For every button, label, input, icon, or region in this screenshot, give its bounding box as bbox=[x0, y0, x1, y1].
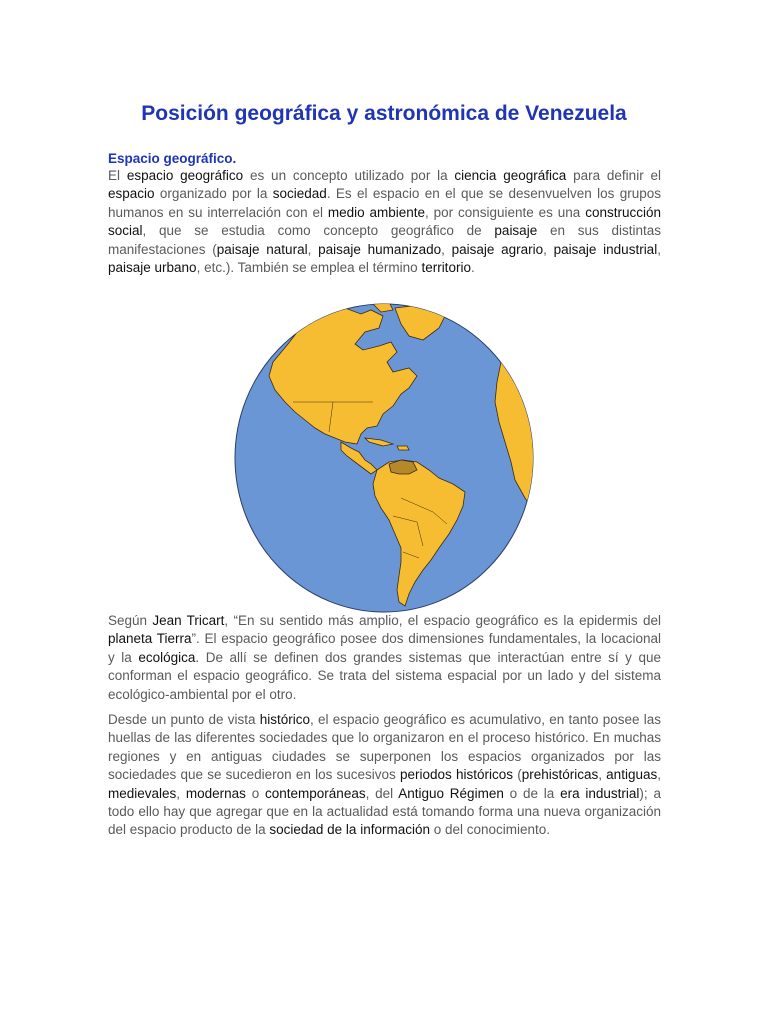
inline-link[interactable]: espacio geográfico bbox=[126, 168, 244, 183]
inline-link[interactable]: espacio bbox=[108, 186, 155, 202]
inline-link[interactable]: Jean Tricart bbox=[152, 613, 225, 628]
inline-link[interactable]: sociedad de la información bbox=[269, 822, 430, 838]
paragraph-1 bbox=[108, 167, 661, 277]
inline-link[interactable]: periodos históricos bbox=[400, 767, 513, 783]
text-run: para definir el bbox=[566, 168, 661, 183]
text-run: , “En su sentido más amplio, el espacio geográfico es la epidermis del bbox=[224, 613, 661, 628]
text-run: , por consiguiente es una bbox=[425, 204, 586, 220]
inline-link[interactable]: medio ambiente bbox=[327, 204, 425, 220]
inline-link[interactable]: paisaje agrario bbox=[451, 241, 544, 257]
text-run: o bbox=[245, 785, 266, 801]
text-run: , bbox=[176, 785, 186, 801]
paragraph-2 bbox=[108, 612, 661, 704]
text-run: El bbox=[108, 168, 127, 183]
text-run: en sus distintas manifestaciones ( bbox=[108, 223, 661, 257]
text-run: , bbox=[307, 241, 319, 257]
text-run: , bbox=[543, 241, 554, 257]
inline-link[interactable]: ecológica bbox=[138, 649, 196, 665]
text-run: , que se estudia como concepto geográfico de bbox=[142, 223, 495, 239]
inline-link[interactable]: histórico bbox=[259, 712, 311, 727]
text-run: , bbox=[441, 241, 452, 257]
inline-link[interactable]: paisaje industrial bbox=[553, 241, 658, 257]
text-run: , bbox=[657, 241, 661, 257]
text-run: o de la bbox=[503, 785, 561, 801]
text-run: ( bbox=[513, 767, 522, 783]
text-run: ”. El espacio geográfico posee dos dimensiones fundamentales, la locacional y la bbox=[108, 631, 661, 665]
text-run: , el espacio geográfico es acumulativo, en tanto posee las huellas de las diferentes sociedades que lo organizaron en el proceso histórico. En muchas regiones y en antiguas ciudades se superponen los espacios organizados por las sociedades que se sucedieron en los sucesivos bbox=[108, 712, 661, 783]
inline-link[interactable]: sociedad bbox=[272, 186, 327, 202]
inline-link[interactable]: medievales bbox=[108, 785, 177, 801]
inline-link[interactable]: territorio bbox=[421, 260, 471, 276]
inline-link[interactable]: contemporáneas bbox=[265, 785, 366, 801]
inline-link[interactable]: paisaje urbano bbox=[108, 260, 197, 276]
text-run: organizado por la bbox=[154, 186, 273, 202]
text-run: . De allí se definen dos grandes sistemas que interactúan entre sí y que conforman el espacio geográfico. Se trata del sistema espacial por un lado y del sistema ecológico-ambiental por el otro. bbox=[108, 649, 661, 702]
inline-link[interactable]: prehistóricas bbox=[521, 767, 599, 783]
text-run: . bbox=[470, 260, 475, 276]
inline-link[interactable]: paisaje natural bbox=[216, 241, 308, 257]
text-run: , etc.). También se emplea el término bbox=[196, 260, 422, 276]
inline-link[interactable]: planeta Tierra bbox=[108, 631, 192, 647]
section-subtitle: Espacio geográfico. bbox=[108, 151, 237, 166]
text-run: o del conocimiento. bbox=[429, 822, 551, 838]
text-run: ); a todo ello hay que agregar que en la actualidad está tomando forma una nueva organización del espacio producto de la bbox=[108, 785, 661, 838]
inline-link[interactable]: Antiguo Régimen bbox=[398, 785, 504, 801]
text-run: , del bbox=[365, 785, 399, 801]
text-run: es un concepto utilizado por la bbox=[243, 168, 455, 183]
paragraph-3 bbox=[108, 711, 661, 840]
text-run: , bbox=[657, 767, 661, 783]
text-run: . Es el espacio en el que se desenvuelven los grupos humanos en su interrelación con el bbox=[108, 186, 661, 220]
hispaniola-land bbox=[397, 446, 409, 450]
inline-link[interactable]: modernas bbox=[185, 785, 246, 801]
inline-link[interactable]: paisaje bbox=[494, 223, 538, 239]
inline-link[interactable]: ciencia geográfica bbox=[454, 168, 567, 183]
text-run: , bbox=[598, 767, 607, 783]
inline-link[interactable]: construcción social bbox=[108, 204, 661, 239]
inline-link[interactable]: era industrial bbox=[560, 785, 640, 801]
globe-americas-icon bbox=[233, 302, 535, 614]
text-run: Desde un punto de vista bbox=[108, 712, 260, 727]
page-title: Posición geográfica y astronómica de Venezuela bbox=[141, 102, 627, 125]
inline-link[interactable]: paisaje humanizado bbox=[318, 241, 442, 257]
inline-link[interactable]: antiguas bbox=[606, 767, 658, 783]
text-run: Según bbox=[108, 613, 153, 628]
